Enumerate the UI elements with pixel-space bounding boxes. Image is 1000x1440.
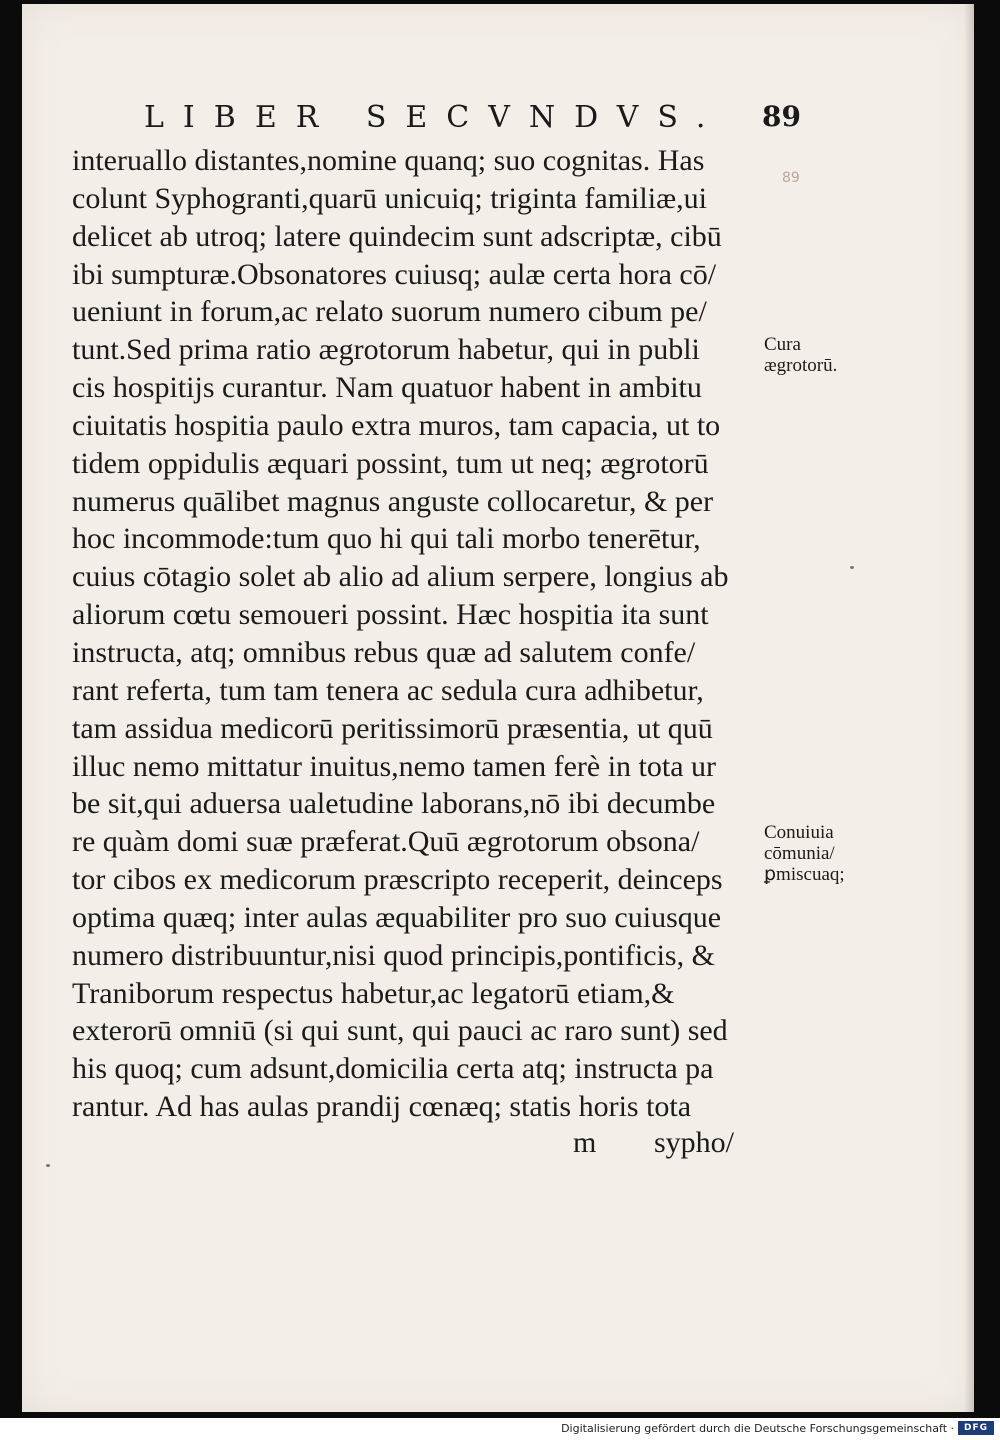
pencil-folio-mark: 89 xyxy=(782,170,800,186)
text-line: his quoq; cum adsunt,domicilia certa atq; instructa pa xyxy=(72,1052,714,1086)
text-line: colunt Syphogranti,quarū unicuiq; triginta familiæ,ui xyxy=(72,181,707,215)
page-edge-shadow xyxy=(964,4,974,1412)
marginal-note-line: ægrotorū. xyxy=(764,355,838,376)
text-line: tunt.Sed prima ratio ægrotorum habetur, qui in publi xyxy=(72,333,700,367)
folio-number: 89 xyxy=(762,100,801,133)
marginal-note-cura xyxy=(764,334,837,376)
text-line: tam assidua medicorū peritissimorū præsentia, ut quū xyxy=(72,711,713,745)
body-text xyxy=(72,142,772,1126)
text-line: be sit,qui aduersa ualetudine laborans,nō ibi decumbe xyxy=(72,787,716,821)
paper-speck xyxy=(46,1164,50,1167)
text-line: numero distribuuntur,nisi quod principis,pontificis, & xyxy=(72,938,715,972)
text-line: ciuitatis hospitia paulo extra muros, tam capacia, ut to xyxy=(72,408,721,442)
text-line: ibi sumpturæ.Obsonatores cuiusq; aulæ certa hora cō/ xyxy=(72,257,717,291)
marginal-note-conuiuia xyxy=(764,822,845,885)
text-line: tidem oppidulis æquari possint, tum ut neq; ægrotorū xyxy=(72,446,709,480)
text-line: delicet ab utroq; latere quindecim sunt adscriptæ, cibū xyxy=(72,219,722,253)
footer-bar xyxy=(0,1418,1000,1440)
marginal-note-line: Cura xyxy=(764,334,801,355)
text-line: exterorū omniū (si qui sunt, qui pauci ac raro sunt) sed xyxy=(72,1014,728,1048)
text-line: instructa, atq; omnibus rebus quæ ad salutem confe/ xyxy=(72,635,696,669)
book-page xyxy=(22,4,974,1412)
text-line: illuc nemo mittatur inuitus,nemo tamen ferè in tota ur xyxy=(72,749,717,783)
text-line: Traniborum respectus habetur,ac legatorū etiam,& xyxy=(72,976,675,1010)
text-line: interuallo distantes,nomine quanq; suo cognitas. Has xyxy=(72,144,705,177)
text-line: cuius cōtagio solet ab alio ad alium serpere, longius ab xyxy=(72,560,729,594)
text-line: re quàm domi suæ præferat.Quū ægrotorum obsona/ xyxy=(72,825,700,859)
marginal-note-line: ꝑmiscuaq; xyxy=(764,864,845,885)
funding-credit: Digitalisierung gefördert durch die Deutsche Forschungsgemeinschaft · xyxy=(561,1422,954,1435)
text-line: rantur. Ad has aulas prandij cœnæq; statis horis tota xyxy=(72,1090,692,1124)
text-line: tor cibos ex medicorum præscripto receperit, deinceps xyxy=(72,863,723,897)
catchword: sypho/ xyxy=(654,1126,735,1159)
text-line: cis hospitijs curantur. Nam quatuor habent in ambitu xyxy=(72,371,702,405)
text-line: rant referta, tum tam tenera ac sedula cura adhibetur, xyxy=(72,673,704,707)
marginal-note-line: cōmunia/ xyxy=(764,843,835,864)
text-line: optima quæq; inter aulas æquabiliter pro suo cuiusque xyxy=(72,900,722,934)
running-head: LIBER SECVNDVS. xyxy=(144,100,725,135)
paper-speck xyxy=(850,566,854,569)
text-line: ueniunt in forum,ac relato suorum numero cibum pe/ xyxy=(72,295,707,329)
text-line: numerus quālibet magnus anguste collocaretur, & per xyxy=(72,484,714,518)
text-line: aliorum cœtu semoueri possint. Hæc hospitia ita sunt xyxy=(72,598,709,632)
signature-mark: m xyxy=(573,1126,597,1159)
dfg-logo-icon: DFG xyxy=(958,1421,994,1435)
marginal-note-line: Conuiuia xyxy=(764,822,834,843)
text-line: hoc incommode:tum quo hi qui tali morbo tenerētur, xyxy=(72,522,701,556)
